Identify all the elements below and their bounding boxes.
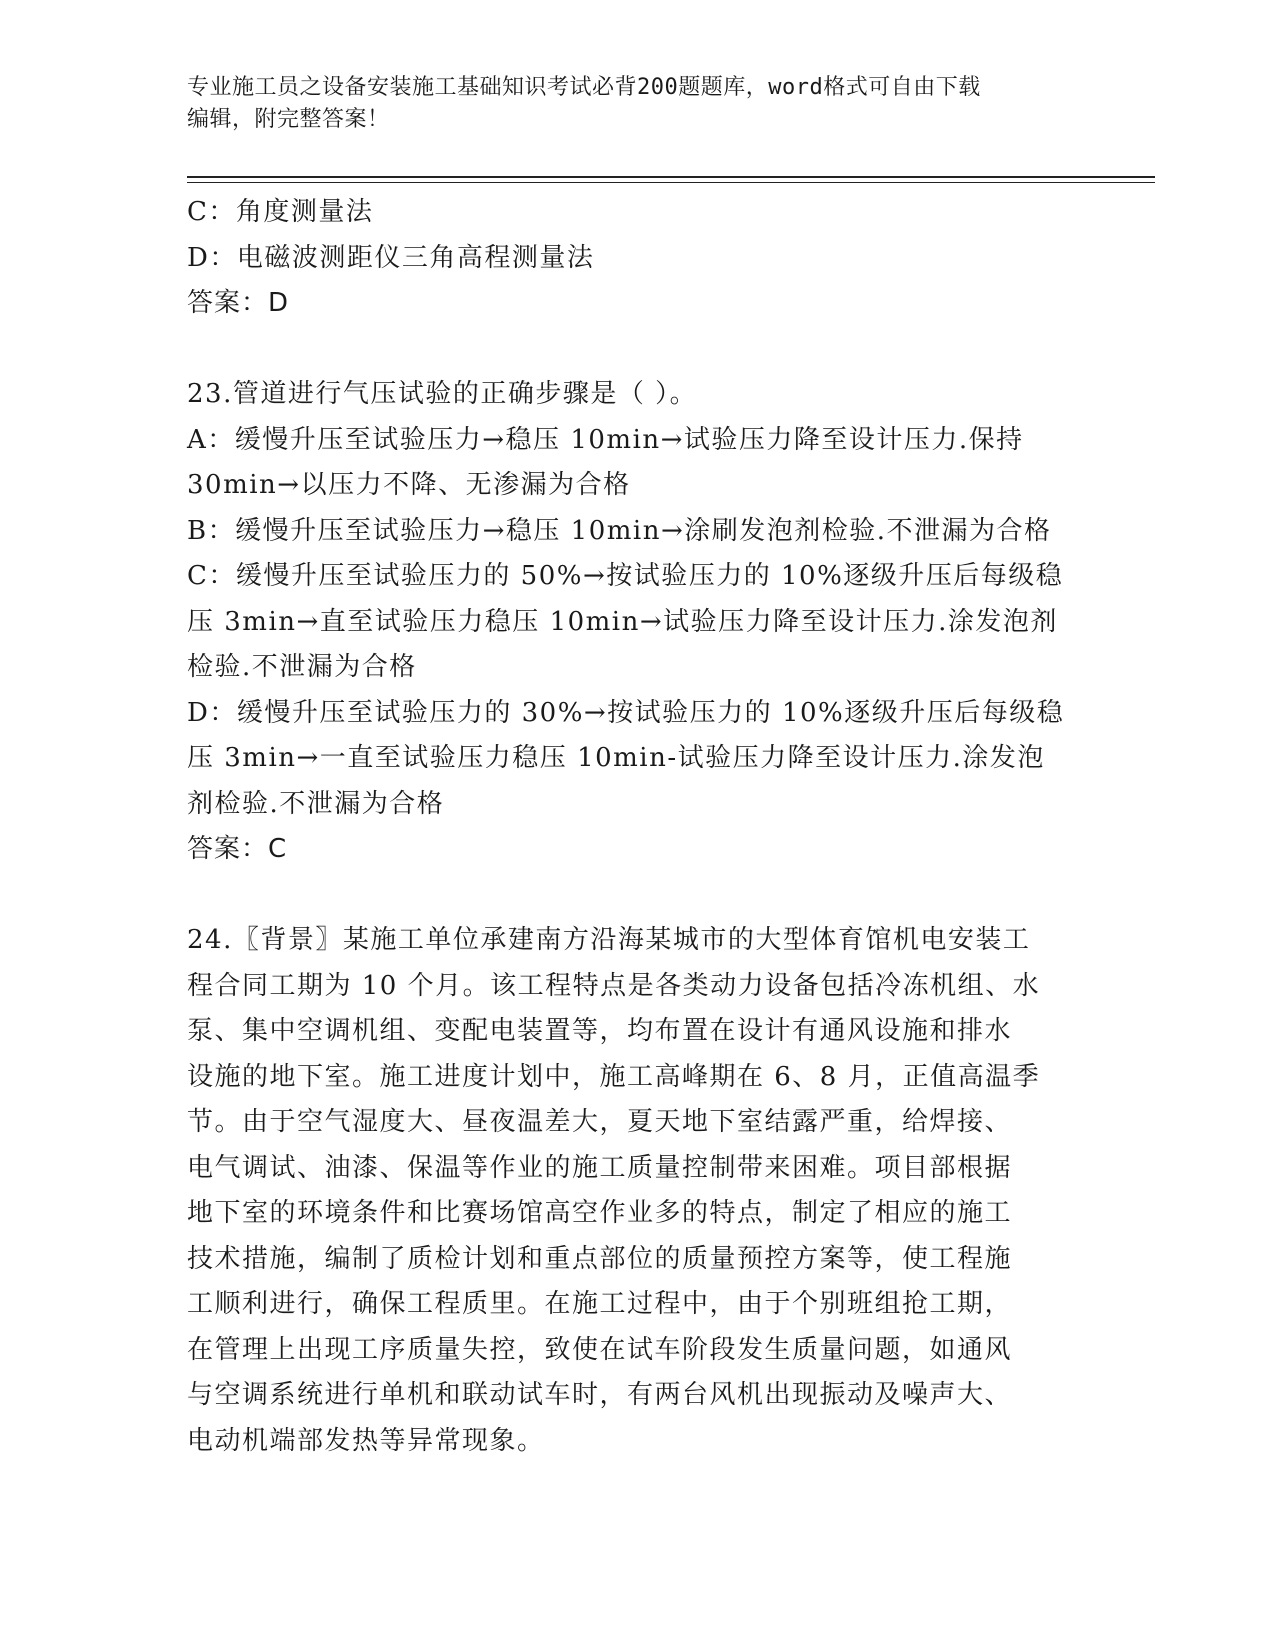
q23-option-a-line-1: A：缓慢升压至试验压力→稳压 10min→试验压力降至设计压力.保持 <box>187 424 1024 455</box>
q23-stem: 23.管道进行气压试验的正确步骤是（ ）。 <box>187 379 698 409</box>
q22-option-d: D：电磁波测距仪三角高程测量法 <box>187 242 595 273</box>
q24-line-5: 节。由于空气湿度大、昼夜温差大，夏天地下室结露严重，给焊接、 <box>187 1107 1013 1137</box>
q24-line-10: 在管理上出现工序质量失控，致使在试车阶段发生质量问题，如通风 <box>187 1334 1013 1365</box>
q24-line-2: 程合同工期为 10 个月。该工程特点是各类动力设备包括冷冻机组、水 <box>187 970 1041 1001</box>
q24-line-6: 电气调试、油漆、保温等作业的施工质量控制带来困难。项目部根据 <box>187 1152 1013 1183</box>
q24-line-4: 设施的地下室。施工进度计划中，施工高峰期在 6、8 月，正值高温季 <box>187 1061 1041 1092</box>
q24-line-7: 地下室的环境条件和比赛场馆高空作业多的特点，制定了相应的施工 <box>187 1198 1013 1228</box>
q22-option-c: C：角度测量法 <box>187 197 374 227</box>
q23-option-c-line-1: C：缓慢升压至试验压力的 50%→按试验压力的 10%逐级升压后每级稳 <box>187 561 1064 591</box>
q23-option-d-line-1: D：缓慢升压至试验压力的 30%→按试验压力的 10%逐级升压后每级稳 <box>187 697 1065 728</box>
q24-line-11: 与空调系统进行单机和联动试车时，有两台风机出现振动及噪声大、 <box>187 1380 1013 1410</box>
document-header <box>187 72 1087 136</box>
q23-option-c-line-2: 压 3min→直至试验压力稳压 10min→试验压力降至设计压力.涂发泡剂 <box>187 606 1058 637</box>
q23-option-d-line-3: 剂检验.不泄漏为合格 <box>187 788 445 819</box>
q24-line-1: 24.〖背景〗某施工单位承建南方沿海某城市的大型体育馆机电安装工 <box>187 925 1031 955</box>
header-divider-thin <box>187 182 1155 183</box>
q23-answer: 答案：C <box>187 834 288 864</box>
q23-option-c-line-3: 检验.不泄漏为合格 <box>187 652 417 682</box>
q23-option-a-line-2: 30min→以压力不降、无渗漏为合格 <box>187 470 631 500</box>
header-title-line-1: 专业施工员之设备安装施工基础知识考试必背200题题库，word格式可自由下载 <box>187 75 981 100</box>
document-body <box>187 190 1087 1464</box>
q24-line-12: 电动机端部发热等异常现象。 <box>187 1425 545 1456</box>
q24-line-8: 技术措施，编制了质检计划和重点部位的质量预控方案等，使工程施 <box>187 1243 1013 1274</box>
q22-answer: 答案：D <box>187 288 290 318</box>
q24-line-3: 泵、集中空调机组、变配电装置等，均布置在设计有通风设施和排水 <box>187 1016 1013 1046</box>
q23-option-d-line-2: 压 3min→一直至试验压力稳压 10min-试验压力降至设计压力.涂发泡 <box>187 743 1045 773</box>
spacer <box>187 327 1087 373</box>
header-divider-thick <box>187 176 1155 178</box>
header-title-line-2: 编辑，附完整答案！ <box>187 107 390 132</box>
q24-line-9: 工顺利进行，确保工程质里。在施工过程中，由于个别班组抢工期， <box>187 1289 1013 1319</box>
q23-option-b-line-1: B：缓慢升压至试验压力→稳压 10min→涂刷发泡剂检验.不泄漏为合格 <box>187 515 1052 546</box>
spacer <box>187 873 1087 919</box>
